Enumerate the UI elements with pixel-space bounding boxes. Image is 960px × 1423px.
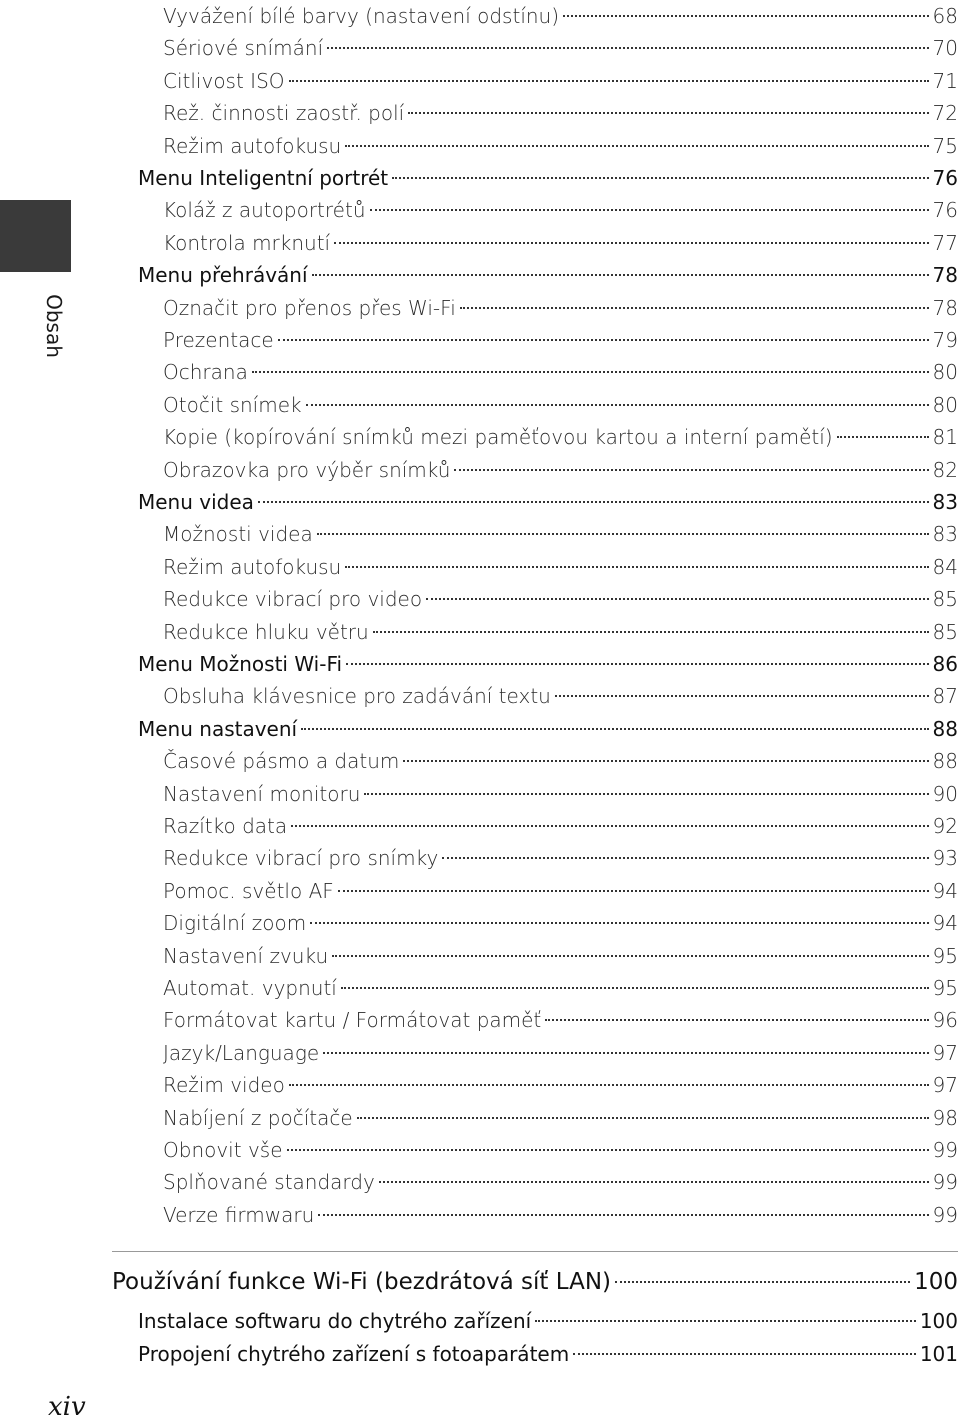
toc-leader-dots <box>460 307 929 309</box>
toc-entry-title: Menu videa <box>138 490 254 514</box>
toc-entry[interactable] <box>163 227 958 259</box>
toc-entry-title: Verze firmwaru <box>163 1202 315 1227</box>
toc-entry-page: 98 <box>932 1105 958 1130</box>
toc-entry-page: 96 <box>932 1008 958 1033</box>
toc-entry[interactable] <box>163 1102 958 1134</box>
toc-leader-dots <box>289 80 929 82</box>
toc-leader-dots <box>346 663 928 665</box>
toc-entry[interactable] <box>163 1069 958 1101</box>
toc-entry-page: 68 <box>932 4 958 28</box>
toc-entry-page: 97 <box>932 1040 958 1065</box>
toc-entry-title: Časové pásmo a datum <box>163 749 400 774</box>
toc-leader-dots <box>364 793 928 795</box>
toc-entry-page: 99 <box>932 1170 958 1195</box>
toc-leader-dots <box>318 1214 928 1216</box>
toc-entry-page: 93 <box>932 846 958 871</box>
toc-entry-page: 99 <box>932 1202 958 1227</box>
toc-entry[interactable] <box>163 389 958 421</box>
toc-entry[interactable] <box>163 940 958 972</box>
toc-entry-page: 95 <box>932 976 958 1000</box>
toc-entry[interactable] <box>163 875 958 907</box>
toc-entry[interactable] <box>163 907 958 939</box>
toc-entry-page: 83 <box>932 522 958 547</box>
toc-entry-title: Režim autofokusu <box>163 554 342 579</box>
toc-entry-page: 83 <box>932 490 958 514</box>
toc-leader-dots <box>289 1084 929 1086</box>
toc-entry[interactable] <box>163 292 958 324</box>
toc-leader-dots <box>301 728 928 730</box>
toc-entry-page: 70 <box>932 36 958 61</box>
toc-entry[interactable] <box>163 842 958 874</box>
toc-entry-page: 85 <box>932 619 958 644</box>
toc-entry-page: 71 <box>932 68 958 93</box>
chapter-tab-label: Obsah <box>41 294 66 358</box>
toc-entry[interactable] <box>163 65 958 97</box>
toc-entry-page: 94 <box>932 878 958 903</box>
toc-entry-page: 78 <box>932 295 958 320</box>
toc-entry-page: 85 <box>932 587 958 612</box>
toc-entry[interactable] <box>163 1037 958 1069</box>
toc-leader-dots <box>454 469 928 471</box>
toc-entry-title: Jazyk/Language <box>163 1040 320 1065</box>
toc-leader-dots <box>392 177 928 179</box>
toc-entry-title: Sériové snímání <box>163 36 324 61</box>
toc-entry-title: Označit pro přenos přes Wi-Fi <box>163 295 456 320</box>
toc-leader-dots <box>291 825 928 827</box>
toc-leader-dots <box>403 760 928 762</box>
toc-leader-dots <box>442 857 928 859</box>
toc-entry[interactable] <box>138 1338 958 1370</box>
toc-entry-title: Nastavení monitoru <box>163 781 361 806</box>
toc-leader-dots <box>615 1281 910 1283</box>
chapter-tab <box>30 292 70 362</box>
toc-entry-title: Automat. vypnutí <box>163 976 337 1000</box>
toc-entry-title: Možnosti videa <box>163 522 313 547</box>
toc-leader-dots <box>334 242 928 244</box>
toc-entry[interactable] <box>163 421 958 453</box>
toc-leader-dots <box>252 371 929 373</box>
toc-entry-title: Režim autofokusu <box>163 133 342 158</box>
toc-entry-page: 100 <box>914 1269 958 1295</box>
toc-leader-dots <box>545 1019 928 1021</box>
toc-entry-title: Citlivost ISO <box>163 68 285 93</box>
toc-entry[interactable] <box>163 680 958 712</box>
toc-leader-dots <box>306 404 929 406</box>
toc-leader-dots <box>332 955 928 957</box>
toc-leader-dots <box>573 1353 916 1355</box>
toc-entry-page: 87 <box>932 684 958 709</box>
toc-entry-page: 76 <box>932 166 958 190</box>
page-number: xiv <box>48 1392 86 1422</box>
toc-entry-title: Redukce vibrací pro video <box>163 587 423 612</box>
toc-entry-title: Ochrana <box>163 360 248 385</box>
toc-entry[interactable] <box>163 551 958 583</box>
toc-entry-page: 78 <box>932 263 958 288</box>
toc-entry-page: 76 <box>932 198 958 223</box>
toc-entry-page: 84 <box>932 554 958 579</box>
toc-entry-title: Digitální zoom <box>163 911 307 936</box>
toc-entry-page: 77 <box>932 230 958 255</box>
toc-entry-page: 90 <box>932 781 958 806</box>
toc-entry[interactable] <box>163 97 958 129</box>
toc-leader-dots <box>370 209 929 211</box>
toc-leader-dots <box>535 1320 916 1322</box>
toc-entry-title: Menu Inteligentní portrét <box>138 166 389 190</box>
toc-leader-dots <box>278 339 929 341</box>
toc-entry-title: Pomoc. světlo AF <box>163 878 334 903</box>
toc-entry-title: Menu nastavení <box>138 716 298 741</box>
toc-leader-dots <box>338 890 929 892</box>
toc-menu-entry[interactable] <box>138 648 958 680</box>
toc-entry[interactable] <box>163 454 958 486</box>
toc-entry-title: Splňované standardy <box>163 1170 375 1195</box>
toc-entry-title: Redukce hluku větru <box>163 619 369 644</box>
toc-leader-dots <box>357 1117 929 1119</box>
toc-entry-title: Otočit snímek <box>163 392 302 417</box>
toc-menu-entry[interactable] <box>138 486 958 518</box>
toc-entry[interactable] <box>163 972 958 1004</box>
toc-entry-title: Nabíjení z počítače <box>163 1105 353 1130</box>
toc-entry[interactable] <box>163 810 958 842</box>
toc-leader-dots <box>317 533 929 535</box>
toc-entry[interactable] <box>163 616 958 648</box>
toc-leader-dots <box>373 631 929 633</box>
toc-entry-title: Menu Možnosti Wi-Fi <box>138 652 343 676</box>
toc-entry-page: 81 <box>932 425 958 450</box>
toc-entry[interactable] <box>163 1134 958 1166</box>
toc-entry-page: 94 <box>932 911 958 936</box>
toc-entry-title: Redukce vibrací pro snímky <box>163 846 439 871</box>
toc-leader-dots <box>327 47 928 49</box>
toc-entry-title: Obsluha klávesnice pro zadávání textu <box>163 684 551 709</box>
toc-entry-title: Prezentace <box>163 328 274 352</box>
toc-entry-title: Formátovat kartu / Formátovat paměť <box>163 1008 542 1033</box>
toc-menu-entry[interactable] <box>138 713 958 745</box>
toc-leader-dots <box>310 922 928 924</box>
toc-entry[interactable] <box>163 1166 958 1198</box>
toc-entry-page: 86 <box>932 652 958 676</box>
toc-entry-title: Obnovit vše <box>163 1138 283 1162</box>
toc-entry[interactable] <box>163 1199 958 1231</box>
toc-entry-page: 100 <box>919 1309 958 1333</box>
toc-entry-title: Rež. činnosti zaostř. polí <box>163 101 405 126</box>
toc-leader-dots <box>341 987 929 989</box>
toc-leader-dots <box>312 274 929 276</box>
toc-entry[interactable] <box>163 324 958 356</box>
toc-entry-title: Nastavení zvuku <box>163 943 329 968</box>
toc-entry[interactable] <box>163 130 958 162</box>
toc-menu-entry[interactable] <box>138 162 958 194</box>
toc-entry-page: 97 <box>932 1073 958 1098</box>
toc-entry[interactable] <box>163 518 958 550</box>
toc-leader-dots <box>555 695 929 697</box>
toc-entry-title: Instalace softwaru do chytrého zařízení <box>138 1309 532 1333</box>
toc-entry[interactable] <box>163 0 958 32</box>
toc-leader-dots <box>323 1052 928 1054</box>
toc-entry[interactable] <box>163 778 958 810</box>
toc-entry-title: Kontrola mrknutí <box>163 230 331 255</box>
toc-leader-dots <box>837 436 929 438</box>
toc-menu-entry[interactable] <box>138 259 958 291</box>
toc-entry-page: 72 <box>932 101 958 126</box>
toc-leader-dots <box>345 566 928 568</box>
toc-entry[interactable] <box>138 1305 958 1337</box>
toc-leader-dots <box>408 112 928 114</box>
toc-entry-page: 79 <box>932 328 958 352</box>
toc-entry-page: 88 <box>932 749 958 774</box>
toc-leader-dots <box>426 598 928 600</box>
toc-entry[interactable] <box>163 356 958 388</box>
toc-entry[interactable] <box>163 32 958 64</box>
toc-entry-page: 80 <box>932 360 958 385</box>
toc-entry-page: 101 <box>919 1342 958 1366</box>
toc-entry-page: 92 <box>932 814 958 838</box>
toc-entry-page: 95 <box>932 943 958 968</box>
toc-entry-title: Menu přehrávání <box>138 263 308 288</box>
toc-leader-dots <box>258 501 929 503</box>
toc-entry-title: Razítko data <box>163 814 288 838</box>
toc-leader-dots <box>563 15 929 17</box>
toc-entry-title: Obrazovka pro výběr snímků <box>163 457 451 482</box>
toc-entry-title: Vyvážení bílé barvy (nastavení odstínu) <box>163 4 560 28</box>
toc-entry[interactable] <box>163 194 958 226</box>
toc-entry-title: Používání funkce Wi-Fi (bezdrátová síť LAN) <box>112 1269 612 1295</box>
toc-leader-dots <box>345 145 928 147</box>
chapter-tab-marker <box>0 200 71 272</box>
toc-entry-title: Režim video <box>163 1073 285 1098</box>
section-divider <box>112 1251 958 1252</box>
toc-entry-page: 80 <box>932 392 958 417</box>
toc-entry-page: 75 <box>932 133 958 158</box>
toc-entry-page: 82 <box>932 457 958 482</box>
toc-entry-title: Propojení chytrého zařízení s fotoaparátem <box>138 1342 570 1366</box>
toc-section-entry[interactable] <box>112 1266 958 1298</box>
toc-entry-page: 88 <box>932 716 958 741</box>
toc-entry-page: 99 <box>932 1138 958 1162</box>
toc-leader-dots <box>379 1181 929 1183</box>
toc-entry[interactable] <box>163 1004 958 1036</box>
toc-entry-title: Kopie (kopírování snímků mezi paměťovou kartou a interní pamětí) <box>163 425 833 450</box>
toc-leader-dots <box>287 1149 929 1151</box>
toc-entry[interactable] <box>163 745 958 777</box>
toc-entry[interactable] <box>163 583 958 615</box>
toc-entry-title: Koláž z autoportrétů <box>163 198 366 223</box>
